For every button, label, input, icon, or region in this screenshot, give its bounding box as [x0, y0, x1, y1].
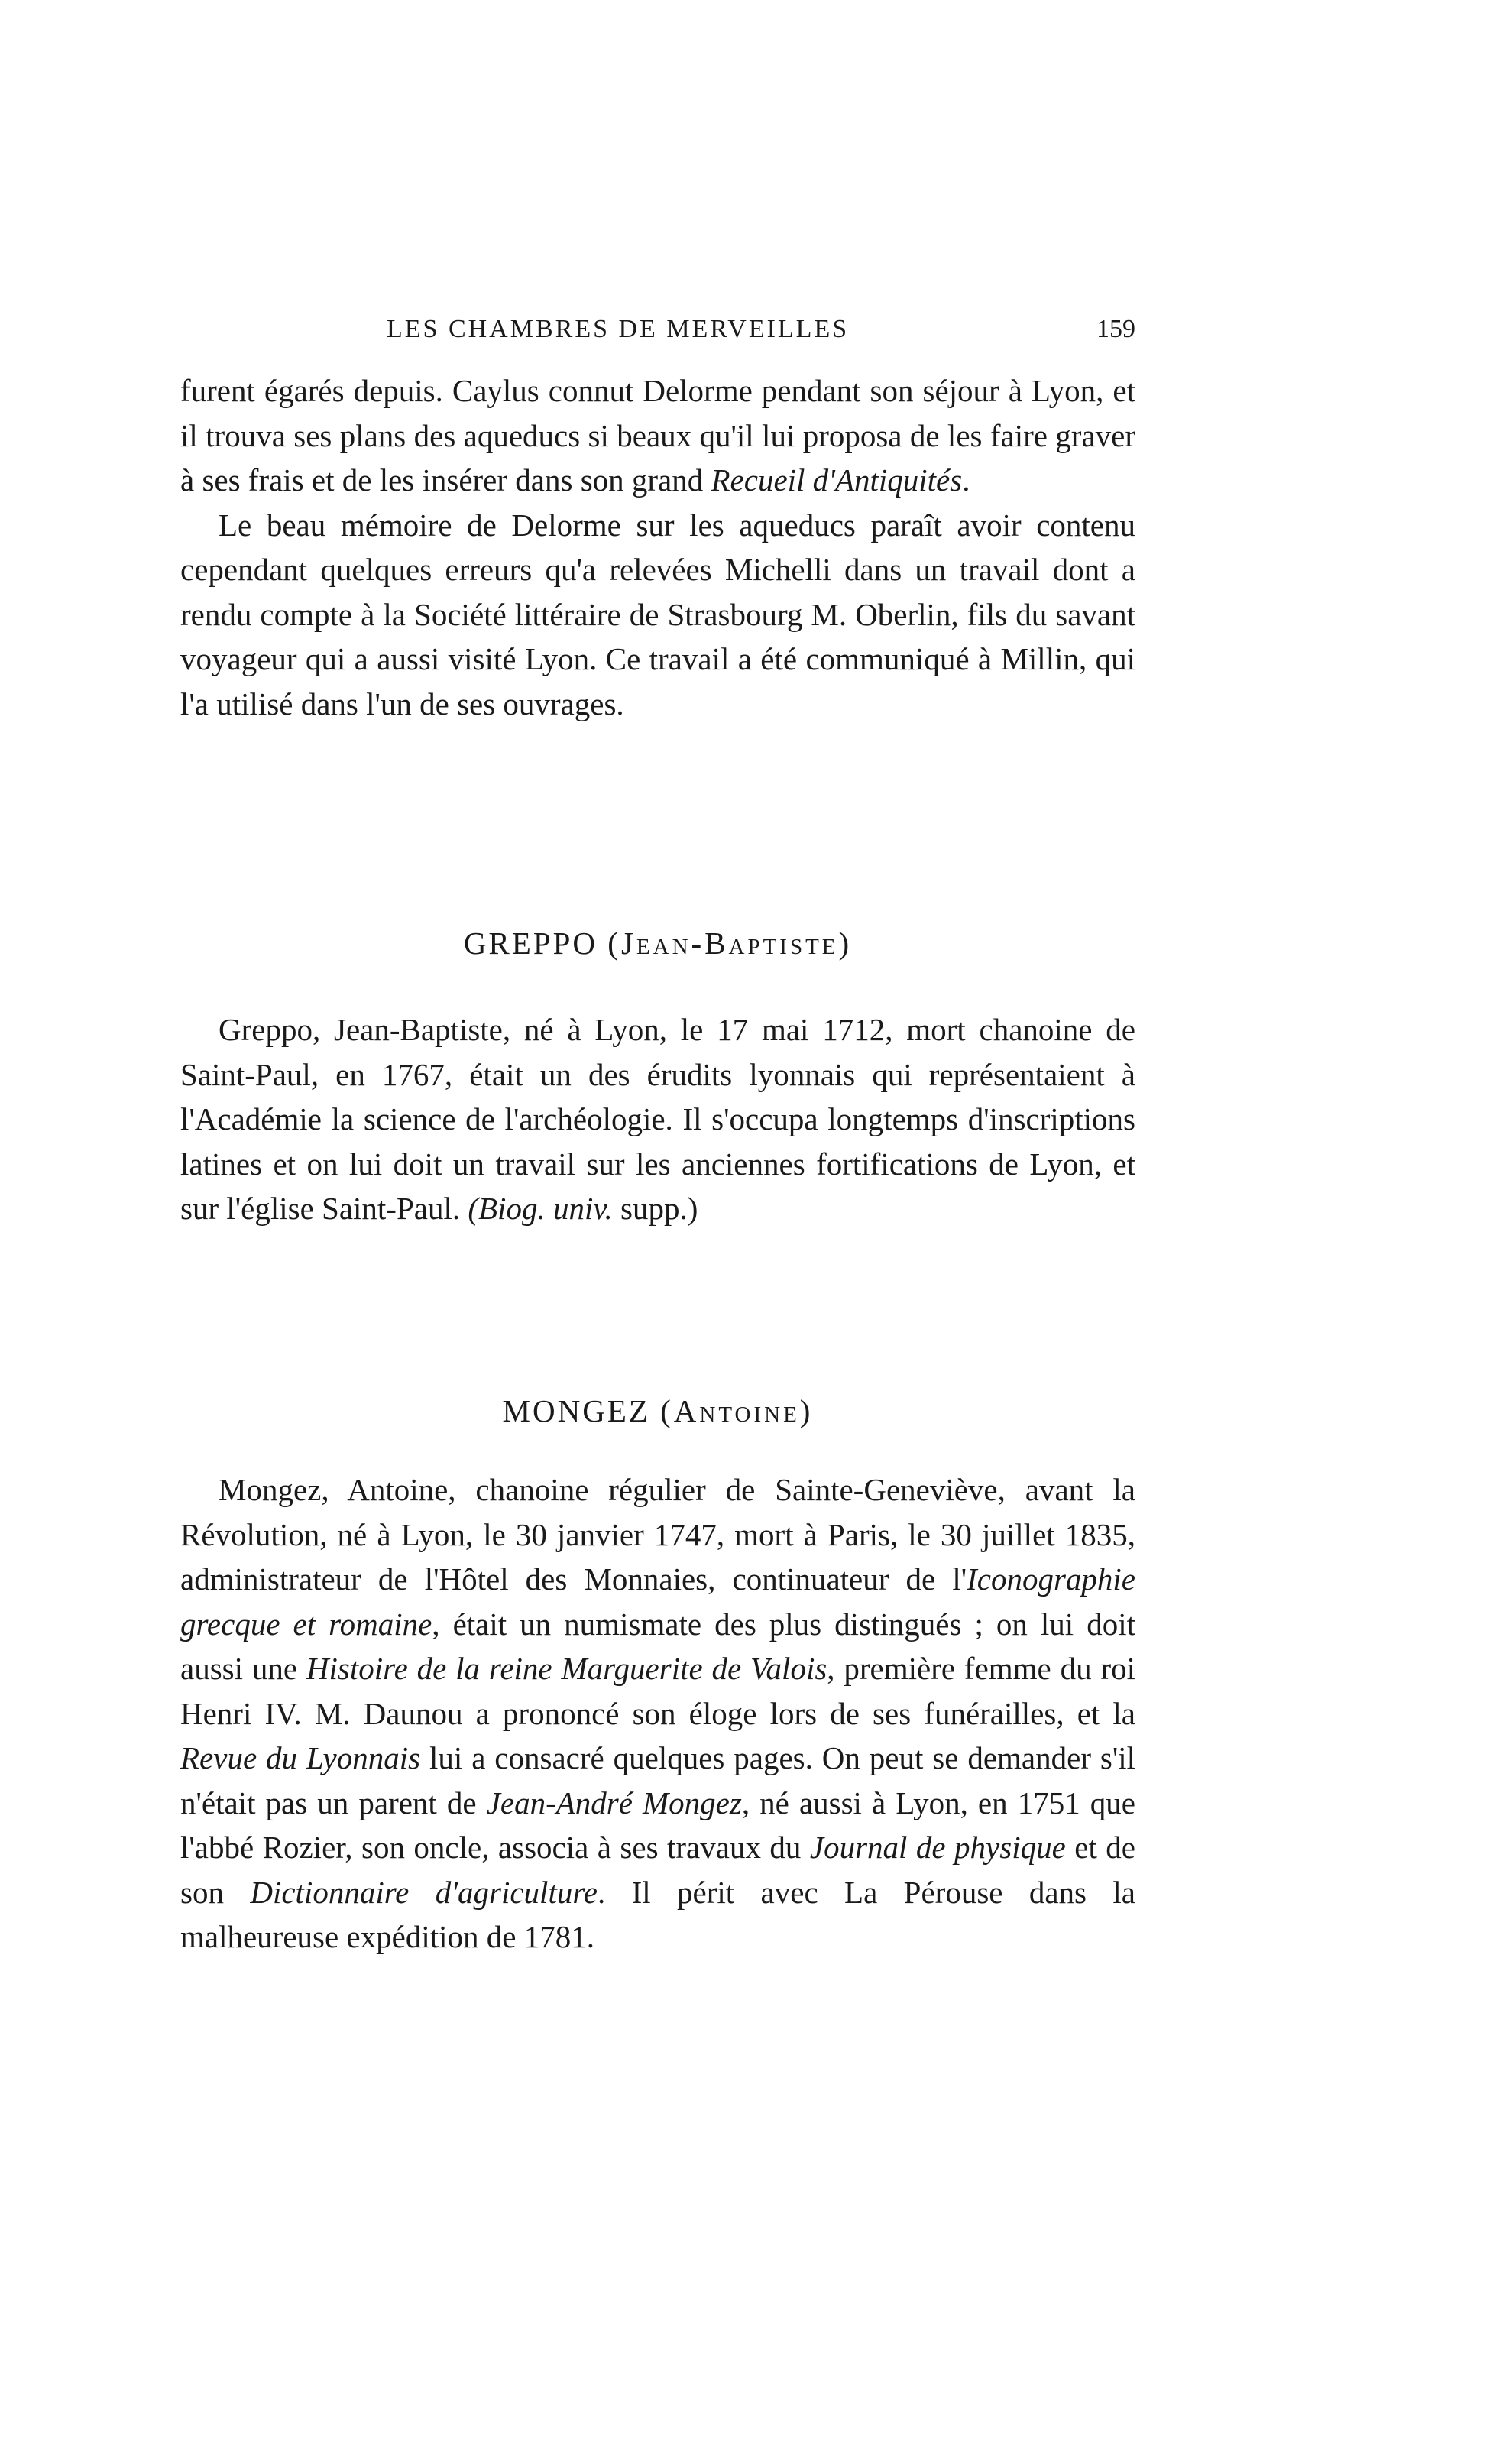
source-citation: (Biog. univ. [468, 1191, 613, 1226]
greppo-paragraph: Greppo, Jean-Baptiste, né à Lyon, le 17 mai 1712, mort chanoine de Saint-Paul, en 1767, était un des érudits lyonnais qui représentaient à l'Académie la science de l'archéologie. Il s'occupa longtemps d'inscriptions latines et on lui doit un travail sur les anciennes fortifications de Lyon, et sur l'église Saint-Paul. (Biog. univ. supp.) [180, 1012, 1135, 1226]
mongez-paragraph: Mongez, Antoine, chanoine régulier de Sainte-Geneviève, avant la Révolution, né à Lyon, le 30 janvier 1747, mort à Paris, le 30 juillet 1835, administrateur de l'Hôtel des Monnaies, continuateur de l'Iconographie grecque et romaine, était un numismate des plus distingués ; on lui doit aussi une Histoire de la reine Marguerite de Valois, première femme du roi Henri IV. M. Daunou a prononcé son éloge lors de ses funérailles, et la Revue du Lyonnais lui a consacré quelques pages. On peut se demander s'il n'était pas un parent de Jean-André Mongez, né aussi à Lyon, en 1751 que l'abbé Rozier, son oncle, associa à ses travaux du Journal de physique et de son Dictionnaire d'agriculture. Il périt avec La Pérouse dans la malheureuse expédition de 1781. [180, 1472, 1136, 1954]
greppo-entry [180, 1007, 1135, 1231]
work-title: Journal de physique [809, 1830, 1066, 1865]
entry-first-name: (Antoine) [660, 1393, 814, 1428]
delorme-paragraph: Le beau mémoire de Delorme sur les aqueducs paraît avoir contenu cependant quelques erreurs qu'a relevées Michelli dans un travail dont a rendu compte à la Société littéraire de Strasbourg M. Oberlin, fils du savant voyageur qui a aussi visité Lyon. Ce travail a été communiqué à Millin, qui l'a utilisé dans l'un de ses ouvrages. [180, 507, 1135, 721]
entry-name: MONGEZ [502, 1393, 650, 1428]
work-title: Dictionnaire d'agriculture [250, 1874, 598, 1910]
running-header [180, 315, 1135, 353]
work-title: Recueil d'Antiquités [711, 462, 963, 498]
running-title: LES CHAMBRES DE MERVEILLES [387, 315, 850, 343]
greppo-heading [180, 925, 1135, 961]
continuation-paragraph: furent égarés depuis. Caylus connut Delorme pendant son séjour à Lyon, et il trouva ses plans des aqueducs si beaux qu'il lui proposa de les faire graver à ses frais et de les insérer dans son grand Recueil d'Antiquités. [180, 373, 1135, 498]
page-number: 159 [1096, 315, 1135, 343]
entry-name: GREPPO [463, 926, 598, 961]
person-name: Jean-André Mongez [486, 1785, 742, 1820]
entry-first-name: (Jean-Baptiste) [607, 926, 853, 961]
mongez-heading [180, 1392, 1135, 1429]
work-title: Iconographie grecque et romaine [180, 1561, 1135, 1642]
work-title: Histoire de la reine Marguerite de Valois [306, 1651, 827, 1686]
continuation-section [180, 368, 1135, 726]
mongez-entry [180, 1467, 1135, 1960]
work-title: Revue du Lyonnais [180, 1740, 421, 1775]
